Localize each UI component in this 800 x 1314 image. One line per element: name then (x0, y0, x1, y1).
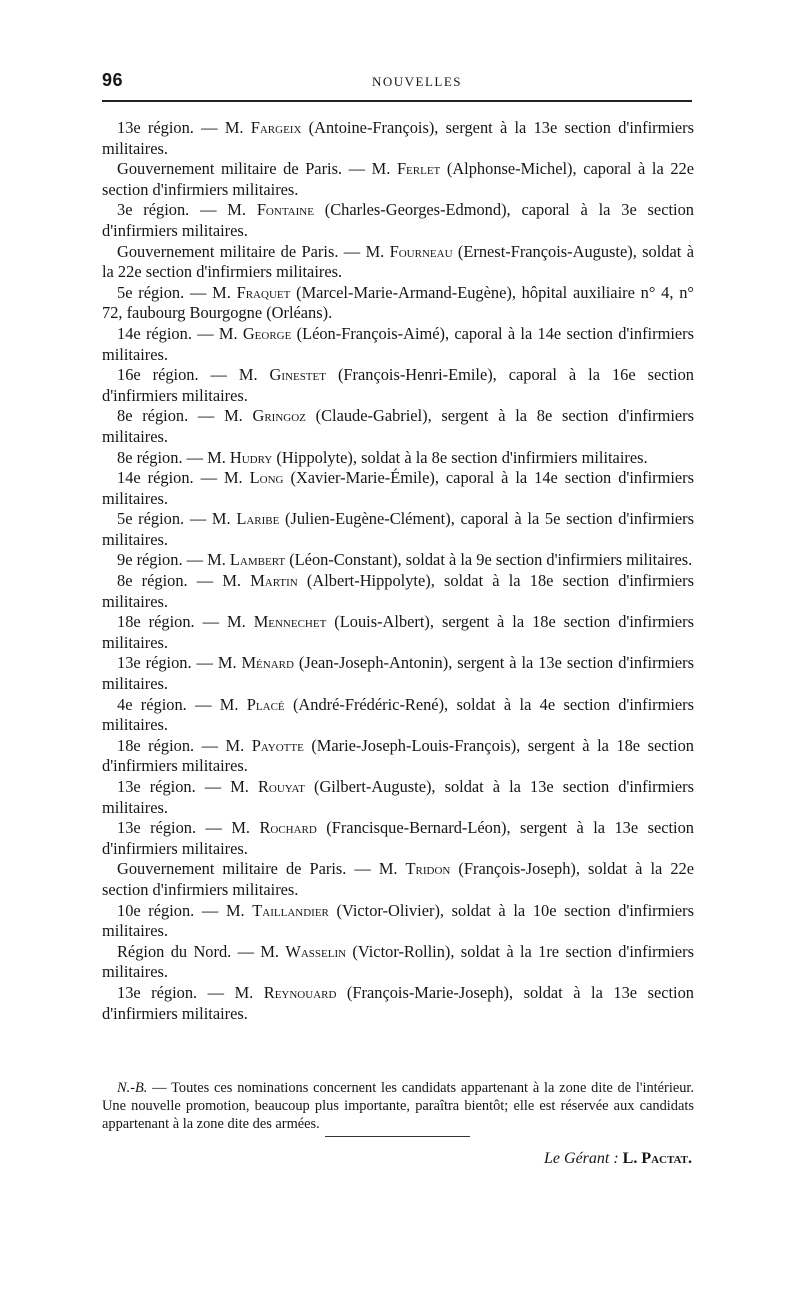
entry-region: 8e région. — M. (117, 571, 251, 591)
entry-region: 8e région. — M. (117, 447, 230, 467)
entry-surname: Gringoz (252, 406, 306, 426)
nomination-entry (102, 818, 694, 859)
nomination-entry (102, 242, 694, 283)
entry-surname: Martin (250, 571, 298, 591)
entry-details: (Claude-Gabriel), sergent à la 8e section d'infirmiers militaires. (102, 406, 694, 446)
entry-region: 14e région. — M. (117, 468, 250, 488)
entry-surname: Fargeix (250, 118, 302, 137)
entry-details: (Jean-Joseph-Antonin), sergent à la 13e section d'infirmiers militaires. (102, 653, 694, 694)
entry-surname: Laribe (236, 509, 280, 529)
entry-region: 5e région. — M. (117, 282, 237, 302)
entry-surname: Taillandier (252, 900, 329, 920)
entry-details: (Gilbert-Auguste), soldat à la 13e section d'infirmiers militaires. (102, 777, 695, 817)
entry-details: (Julien-Eugène-Clément), caporal à la 5e section d'infirmiers militaires. (102, 509, 694, 549)
entry-details: (André-Frédéric-René), soldat à la 4e section d'infirmiers militaires. (102, 694, 694, 735)
nomination-entry (102, 695, 694, 736)
entry-details: (Victor-Rollin), soldat à la 1re section d'infirmiers militaires. (102, 941, 694, 982)
entry-surname: Fourneau (389, 241, 453, 261)
nomination-entry (102, 468, 694, 509)
entry-details: (Marcel-Marie-Armand-Eugène), hôpital auxiliaire n° 4, n° 72, faubourg Bourgogne (Orléans). (102, 282, 694, 323)
entry-region: 13e région. — M. (117, 777, 258, 796)
entry-surname: Long (249, 468, 284, 488)
entry-region: 9e région. — M. (117, 550, 230, 570)
nomination-entry (102, 200, 694, 241)
entry-details: (Charles-Georges-Edmond), caporal à la 3e section d'infirmiers militaires. (102, 200, 694, 240)
entry-details: (Francisque-Bernard-Léon), sergent à la 13e section d'infirmiers militaires. (102, 818, 695, 858)
entry-details: (François-Henri-Emile), caporal à la 16e section d'infirmiers militaires. (102, 365, 694, 405)
page-number: 96 (102, 70, 124, 90)
entry-surname: Fontaine (256, 200, 314, 220)
entry-surname: Lambert (229, 550, 286, 570)
signature-name: L. Pactat. (622, 1150, 692, 1167)
nomination-entry (102, 901, 694, 942)
nomination-entry (102, 406, 694, 447)
nomination-entry (102, 859, 694, 900)
entry-details: (Albert-Hippolyte), soldat à la 18e section d'infirmiers militaires. (102, 571, 694, 611)
nomination-entry (102, 324, 694, 365)
nomination-entry (102, 283, 694, 324)
entry-region: 13e région. — M. (117, 818, 260, 838)
nomination-entry (102, 571, 694, 612)
entry-region: 14e région. — M. (117, 323, 243, 343)
entry-region: 4e région. — M. (117, 694, 247, 714)
entry-details: (François-Joseph), soldat à la 22e section d'infirmiers militaires. (102, 859, 694, 899)
entry-region: 13e région. — M. (117, 653, 242, 673)
nominations-list (102, 118, 694, 1024)
entry-region: 13e région. — M. (117, 982, 264, 1002)
entry-surname: Payotte (251, 735, 304, 755)
entry-surname: Ferlet (396, 159, 441, 179)
entry-region: Gouvernement militaire de Paris. — M. (117, 241, 390, 261)
nomination-entry (102, 509, 694, 550)
nomination-entry (102, 159, 694, 200)
running-title: NOUVELLES (371, 74, 463, 89)
nomination-entry (102, 550, 694, 571)
entry-region: 8e région. — M. (117, 406, 253, 426)
entry-surname: Ménard (241, 653, 294, 673)
page-header (102, 66, 692, 96)
entry-region: 18e région. — M. (117, 735, 252, 755)
entry-details: (Alphonse-Michel), caporal à la 22e section d'infirmiers militaires. (102, 159, 694, 199)
entry-surname: Rouyat (257, 777, 305, 796)
entry-details: (Hippolyte), soldat à la 8e section d'infirmiers militaires. (272, 447, 648, 467)
entry-surname: Mennechet (253, 612, 327, 632)
nomination-entry (102, 942, 694, 983)
entry-region: 5e région. — M. (117, 509, 237, 529)
footnote-text: — Toutes ces nominations concernent les candidats appartenant à la zone dite de l'intérieur. Une nouvelle promotion, beaucoup plus importante, paraîtra bientôt; elle est réservée aux candidats appartenant à la zone dite des armées. (102, 1080, 694, 1133)
entry-details: (Léon-Constant), soldat à la 9e section d'infirmiers militaires. (285, 550, 693, 570)
entry-surname: Tridon (405, 859, 451, 879)
entry-surname: Wasselin (285, 941, 347, 961)
entry-region: Région du Nord. — M. (117, 941, 286, 961)
entry-surname: Rochard (259, 818, 317, 838)
entry-surname: Hudry (229, 447, 273, 467)
entry-region: Gouvernement militaire de Paris. — M. (117, 859, 406, 879)
entry-details: (Xavier-Marie-Émile), caporal à la 14e section d'infirmiers militaires. (102, 468, 694, 508)
entry-region: 3e région. — M. (117, 200, 257, 220)
entry-details: (François-Marie-Joseph), soldat à la 13e section d'infirmiers militaires. (102, 982, 694, 1023)
nomination-entry (102, 448, 694, 469)
signature-role: Le Gérant : (544, 1150, 619, 1167)
entry-surname: Reynouard (263, 982, 337, 1002)
entry-details: (Antoine-François), sergent à la 13e section d'infirmiers militaires. (102, 118, 694, 158)
entry-region: 10e région. — M. (117, 900, 253, 920)
footnote (102, 1079, 694, 1134)
nomination-entry (102, 736, 694, 777)
entry-region: Gouvernement militaire de Paris. — M. (117, 159, 397, 179)
nomination-entry (102, 118, 694, 159)
entry-surname: Ginestet (269, 365, 326, 385)
entry-details: (Léon-François-Aimé), caporal à la 14e section d'infirmiers militaires. (102, 323, 694, 364)
nomination-entry (102, 983, 694, 1024)
entry-region: 18e région. — M. (117, 612, 254, 632)
footnote-label: N.-B. (117, 1080, 148, 1096)
header-rule (102, 100, 692, 102)
entry-details: (Marie-Joseph-Louis-François), sergent à la 18e section d'infirmiers militaires. (102, 735, 694, 776)
nomination-entry (102, 365, 694, 406)
nomination-entry (102, 653, 694, 694)
entry-region: 13e région. — M. (117, 118, 251, 137)
entry-surname: Placé (246, 694, 285, 714)
entry-details: (Ernest-François-Auguste), soldat à la 22e section d'infirmiers militaires. (102, 241, 694, 282)
closing-rule (325, 1136, 470, 1137)
nomination-entry (102, 612, 694, 653)
entry-surname: Fraquet (236, 282, 291, 302)
entry-region: 16e région. — M. (117, 365, 270, 385)
nomination-entry (102, 777, 694, 818)
entry-details: (Louis-Albert), sergent à la 18e section d'infirmiers militaires. (102, 612, 694, 652)
entry-details: (Victor-Olivier), soldat à la 10e section d'infirmiers militaires. (102, 900, 694, 941)
entry-surname: George (242, 323, 292, 343)
signature (102, 1150, 692, 1168)
